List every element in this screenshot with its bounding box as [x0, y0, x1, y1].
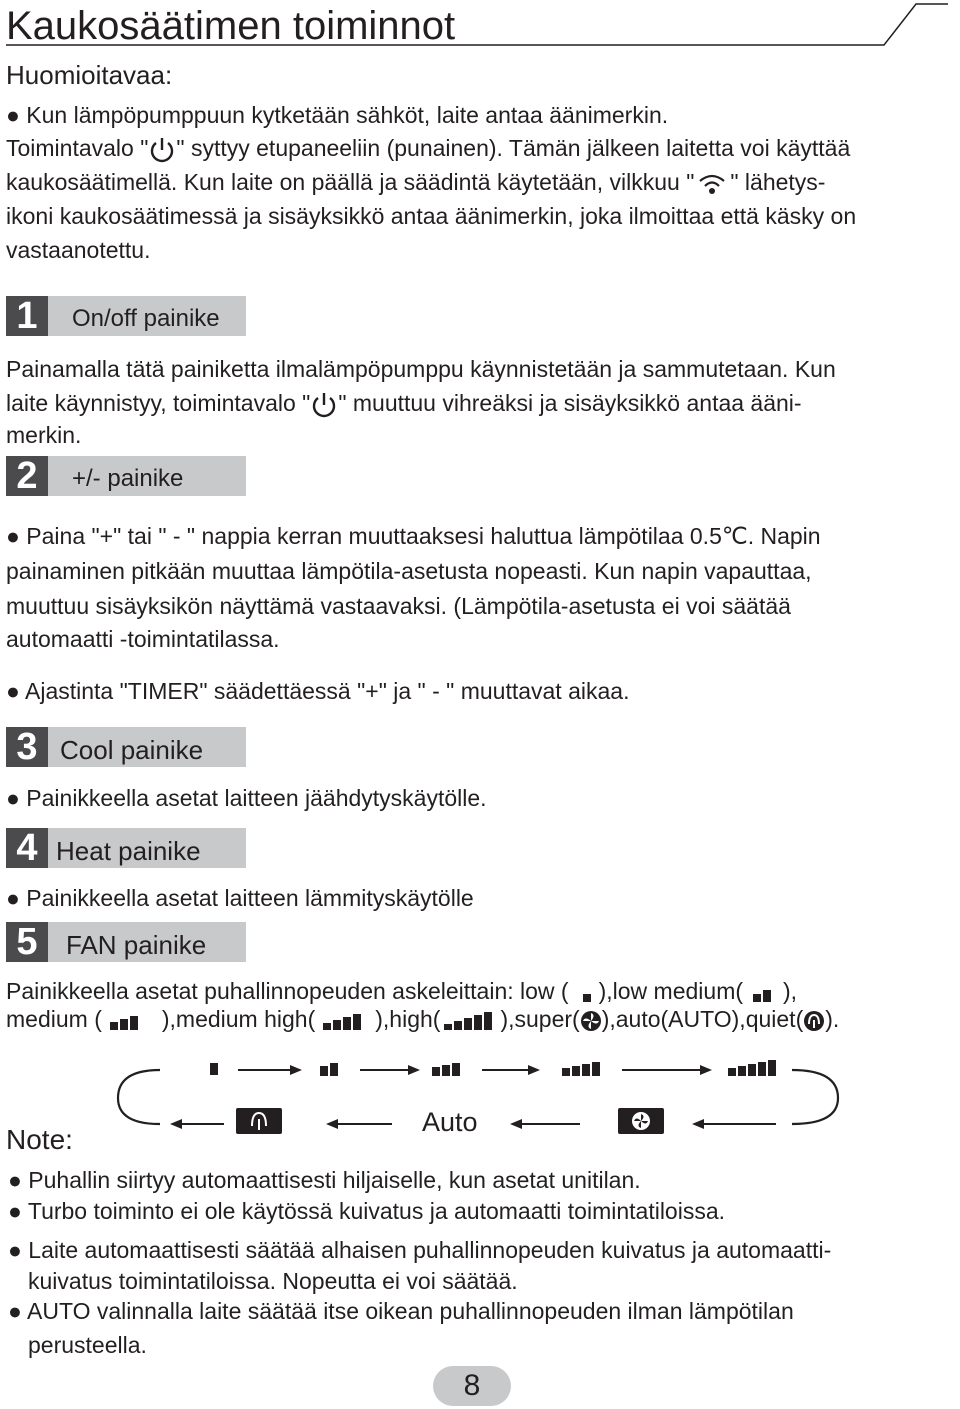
section-label: FAN painike: [66, 930, 207, 960]
note-line: ● AUTO valinnalla laite säätää itse oikean puhallinnopeuden ilman lämpötilan: [8, 1298, 794, 1324]
section-number: 1: [6, 296, 48, 336]
note-line: ● Laite automaattisesti säätää alhaisen puhallinnopeuden kuivatus ja automaatti-: [8, 1237, 832, 1263]
quiet-icon: [236, 1108, 282, 1134]
notice-heading: Huomioitavaa:: [6, 60, 173, 90]
section-label: +/- painike: [72, 465, 184, 492]
power-icon: [310, 390, 338, 420]
fan-low-icon: [569, 984, 599, 1002]
section-2-line: ● Paina "+" tai " - " nappia kerran muuttaaksesi haluttua lämpötilaa 0.5℃. Napin: [6, 523, 821, 549]
section-number: 3: [6, 727, 48, 767]
notice-line: ● Kun lämpöpumppuun kytketään sähköt, laite antaa äänimerkin.: [6, 102, 669, 128]
page-number: 8: [433, 1366, 511, 1406]
fan-low-medium-icon: [743, 984, 783, 1002]
notice-line: Toimintavalo " " syttyy etupaneeliin (punainen). Tämän jälkeen laitetta voi käyttää: [6, 131, 850, 165]
notice-line: kaukosäätimellä. Kun laite on päällä ja säädintä käytetään, vilkkuu " " lähetys-: [6, 169, 826, 195]
section-header-2: [6, 456, 246, 496]
fan-medium-high-icon: [315, 1012, 375, 1030]
section-3-line: ● Painikkeella asetat laitteen jäähdytyskäytölle.: [6, 785, 487, 811]
section-label: Cool painike: [60, 735, 204, 765]
section-5-line: medium ( ),medium high( ),high( ),super( ),auto(AUTO),quiet( ).: [6, 1006, 840, 1032]
section-2-line: ● Ajastinta "TIMER" säädettäessä "+" ja " - " muuttavat aikaa.: [6, 678, 630, 704]
section-5-line: Painikkeella asetat puhallinnopeuden askeleittain: low ( ),low medium( ),: [6, 978, 798, 1004]
section-2-line: muuttuu sisäyksikön näyttämä vastaavaksi. (Lämpötila-asetusta ei voi säätää: [6, 593, 791, 619]
auto-label: Auto: [422, 1107, 478, 1137]
quiet-icon: [803, 1010, 825, 1032]
section-2-line: automaatti -toimintatilassa.: [6, 626, 280, 652]
section-number: 2: [6, 456, 48, 496]
note-line: kuivatus toimintatiloissa. Nopeutta ei voi säätää.: [28, 1268, 518, 1294]
section-number: 4: [6, 828, 48, 868]
super-fan-icon: [618, 1108, 664, 1134]
super-fan-icon: [580, 1010, 602, 1032]
section-1-line: Painamalla tätä painiketta ilmalämpöpumppu käynnistetään ja sammutetaan. Kun: [6, 356, 836, 382]
section-label: Heat painike: [56, 836, 201, 866]
section-1-line: merkin.: [6, 422, 82, 448]
fan-high-icon: [440, 1012, 500, 1030]
notice-line: vastaanotettu.: [6, 237, 151, 263]
section-header-5: [6, 922, 246, 962]
section-header-4: [6, 828, 246, 868]
note-line: ● Turbo toiminto ei ole käytössä kuivatus ja automaatti toimintatiloissa.: [8, 1198, 726, 1224]
page-title: Kaukosäätimen toiminnot: [6, 4, 456, 48]
power-icon: [148, 135, 176, 165]
notice-line: ikoni kaukosäätimessä ja sisäyksikkö antaa äänimerkin, joka ilmoittaa että käsky on: [6, 203, 857, 229]
section-2-line: painaminen pitkään muuttaa lämpötila-asetusta nopeasti. Kun napin vapauttaa,: [6, 558, 812, 584]
signal-icon: [694, 171, 730, 197]
fan-low-icon: [210, 1063, 218, 1075]
section-label: On/off painike: [72, 305, 220, 332]
section-header-1: [6, 296, 246, 336]
note-line: ● Puhallin siirtyy automaattisesti hiljaiselle, kun asetat unitilan.: [8, 1167, 641, 1193]
note-title: Note:: [6, 1124, 73, 1155]
fan-medium-icon: [102, 1012, 162, 1030]
fan-medium-icon: [432, 1063, 460, 1076]
note-line: perusteella.: [28, 1332, 147, 1358]
section-header-3: [6, 727, 246, 767]
section-1-line: laite käynnistyy, toimintavalo " " muuttuu vihreäksi ja sisäyksikkö antaa ääni-: [6, 386, 802, 420]
fan-low-medium-icon: [320, 1063, 338, 1076]
section-4-line: ● Painikkeella asetat laitteen lämmityskäytölle: [6, 885, 474, 911]
section-number: 5: [6, 922, 48, 962]
title-underline: [0, 0, 960, 50]
fan-high-icon: [728, 1060, 776, 1076]
fan-medium-high-icon: [562, 1062, 600, 1076]
fan-speed-cycle-diagram: [0, 1050, 960, 1140]
